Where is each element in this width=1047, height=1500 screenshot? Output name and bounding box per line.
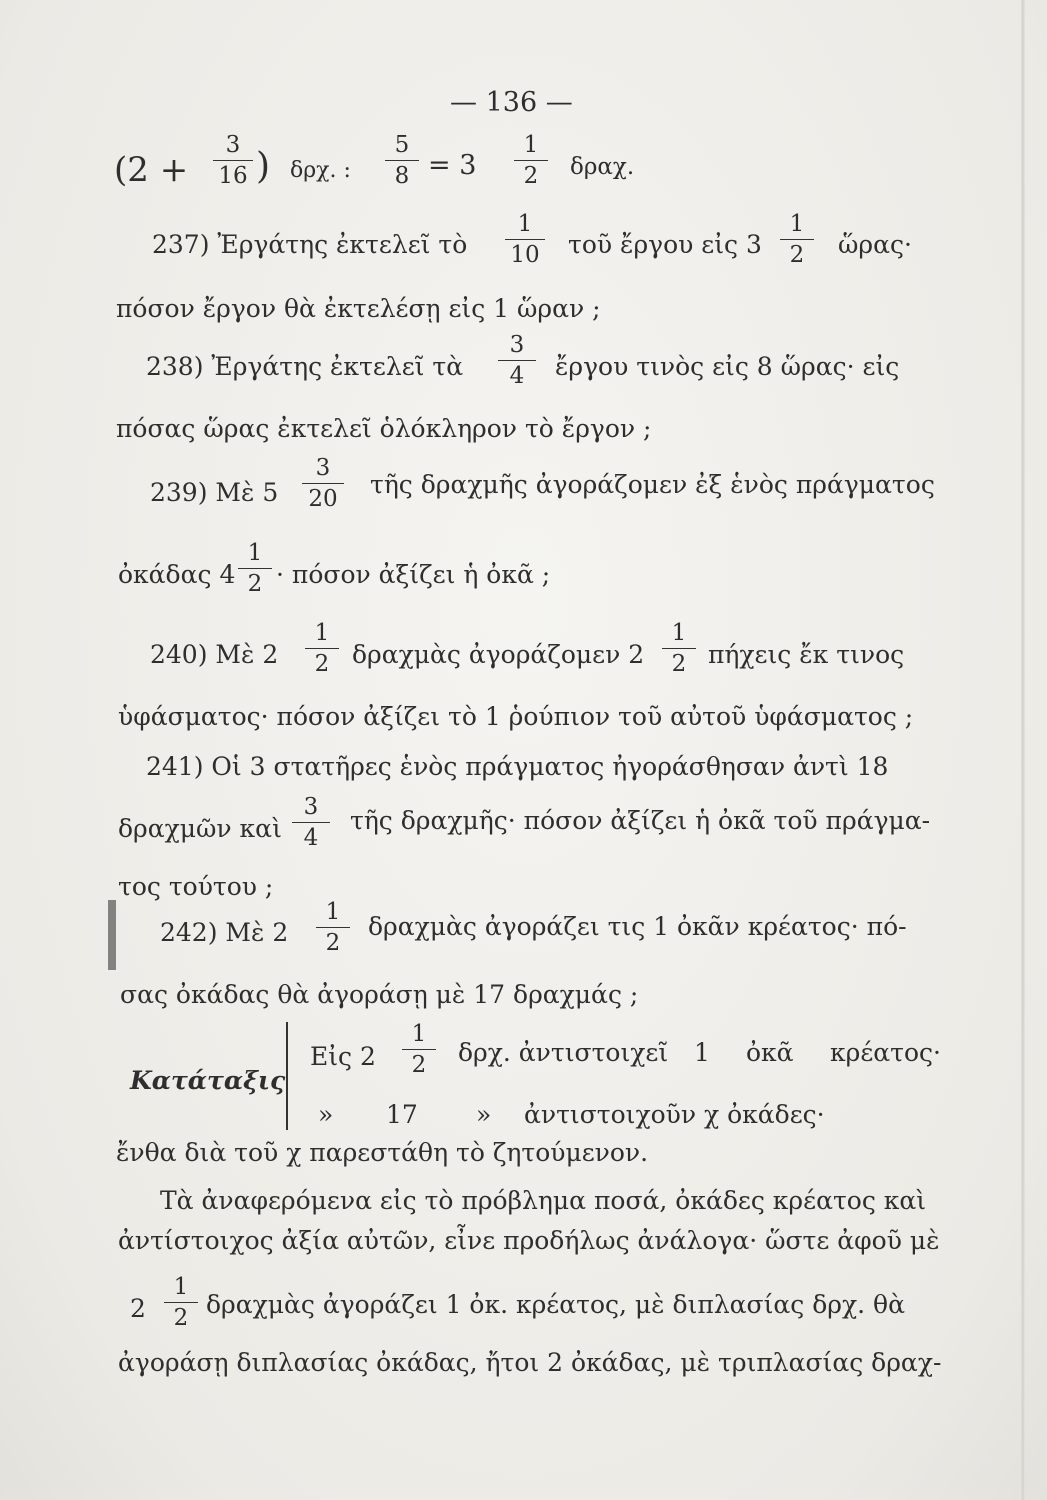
fraction-bar [305, 648, 339, 649]
fraction-numerator: 1 [411, 1021, 427, 1047]
fraction-numerator: 1 [314, 620, 330, 646]
arrangement-row1-c: 1 [694, 1038, 710, 1067]
problem-237-line-2: πόσον ἔργον θὰ ἐκτελέσῃ εἰς 1 ὥραν ; [116, 294, 601, 323]
fraction-denominator: 2 [411, 1052, 427, 1078]
problem-239-text-a: 239) Μὲ 5 [150, 478, 279, 507]
fraction-denominator: 10 [510, 242, 540, 268]
page-fold [1021, 0, 1025, 1500]
solution-line-4-b: δραχμὰς ἀγοράζει 1 ὀκ. κρέατος, μὲ διπλασίας δρχ. θὰ [206, 1290, 905, 1319]
fraction-denominator: 2 [325, 930, 341, 956]
arrangement-row1-e: κρέατος· [830, 1038, 941, 1067]
problem-240-fraction-1-2-a [305, 621, 339, 676]
problem-239-text-d: · πόσον ἀξίζει ἡ ὀκᾶ ; [276, 560, 551, 589]
problem-238-text-b: ἔργου τινὸς εἰς 8 ὥρας· εἰς [555, 352, 900, 381]
problem-240-line-2: ὑφάσματος· πόσον ἀξίζει τὸ 1 ῥούπιον τοῦ αὐτοῦ ὑφάσματος ; [118, 702, 914, 731]
fraction-bar [292, 822, 330, 823]
formula-equals: = 3 [428, 150, 477, 181]
formula-unit-drch: δρχ. : [290, 158, 351, 183]
fraction-numerator: 1 [517, 211, 533, 237]
margin-stroke [108, 900, 116, 970]
fraction-denominator: 2 [247, 571, 263, 597]
arrangement-row2-a: » [318, 1100, 334, 1129]
fraction-numerator: 3 [225, 132, 241, 158]
problem-237-fraction-1-2 [780, 212, 814, 267]
fraction-numerator: 3 [303, 794, 319, 820]
fraction-bar [213, 160, 253, 161]
solution-line-2: Τὰ ἀναφερόμενα εἰς τὸ πρόβλημα ποσά, ὀκάδες κρέατος καὶ [160, 1186, 927, 1215]
problem-237-text-a: 237) Ἐργάτης ἐκτελεῖ τὸ [152, 230, 468, 259]
problem-241-fraction-3-4 [292, 795, 330, 850]
arrangement-fraction-1-2 [402, 1022, 436, 1077]
arrangement-row2-b: 17 [386, 1100, 418, 1129]
fraction-bar [164, 1302, 198, 1303]
fraction-denominator: 2 [671, 651, 687, 677]
fraction-denominator: 16 [218, 163, 248, 189]
fraction-denominator: 8 [394, 163, 410, 189]
formula-fraction-1-2 [514, 133, 548, 188]
fraction-bar [662, 648, 696, 649]
fraction-bar [780, 239, 814, 240]
problem-242-fraction-1-2 [316, 900, 350, 955]
fraction-bar [316, 927, 350, 928]
problem-240-text-b: δραχμὰς ἀγοράζομεν 2 [352, 640, 645, 669]
arrangement-brace [286, 1022, 288, 1130]
fraction-denominator: 2 [173, 1305, 189, 1331]
fraction-denominator: 4 [509, 363, 525, 389]
fraction-bar [498, 360, 536, 361]
fraction-denominator: 2 [314, 651, 330, 677]
problem-239-text-c: ὀκάδας 4 [118, 560, 236, 589]
solution-line-1: ἔνθα διὰ τοῦ χ παρεστάθη τὸ ζητούμενον. [116, 1138, 649, 1167]
problem-240-fraction-1-2-b [662, 621, 696, 676]
arrangement-label: Κατάταξις [130, 1066, 286, 1095]
formula-unit-drach: δραχ. [570, 154, 635, 180]
fraction-numerator: 1 [173, 1274, 189, 1300]
problem-237-text-b: τοῦ ἔργου εἰς 3 [568, 230, 762, 259]
solution-line-4-a: 2 [130, 1294, 146, 1323]
problem-242-line-2: σας ὀκάδας θὰ ἀγοράσῃ μὲ 17 δραχμάς ; [120, 980, 639, 1009]
problem-239-fraction-1-2 [238, 541, 272, 596]
fraction-numerator: 3 [315, 455, 331, 481]
arrangement-row2-c: » [476, 1100, 492, 1129]
problem-238-fraction-3-4 [498, 333, 536, 388]
problem-241-text-b: τῆς δραχμῆς· πόσον ἀξίζει ἡ ὀκᾶ τοῦ πράγμα- [350, 806, 931, 835]
problem-239-fraction-3-20 [302, 456, 344, 511]
formula-open: (2 + [114, 150, 189, 190]
fraction-denominator: 4 [303, 825, 319, 851]
problem-242-text-b: δραχμὰς ἀγοράζει τις 1 ὀκᾶν κρέατος· πό- [368, 912, 907, 941]
fraction-numerator: 1 [325, 899, 341, 925]
problem-241-line-1: 241) Οἱ 3 στατῆρες ἑνὸς πράγματος ἠγοράσθησαν ἀντὶ 18 [146, 752, 889, 781]
fraction-denominator: 2 [789, 242, 805, 268]
arrangement-row2-d: ἀντιστοιχοῦν χ ὀκάδες· [524, 1100, 825, 1129]
problem-239-text-b: τῆς δραχμῆς ἀγοράζομεν ἐξ ἑνὸς πράγματος [370, 470, 935, 499]
fraction-numerator: 3 [509, 332, 525, 358]
fraction-bar [385, 160, 419, 161]
problem-237-text-c: ὥρας· [838, 230, 912, 259]
fraction-denominator: 2 [523, 163, 539, 189]
fraction-denominator: 20 [308, 486, 338, 512]
fraction-numerator: 5 [394, 132, 410, 158]
arrangement-row1-d: ὀκᾶ [746, 1038, 794, 1067]
problem-240-text-a: 240) Μὲ 2 [150, 640, 279, 669]
fraction-bar [402, 1049, 436, 1050]
arrangement-row1-b: δρχ. ἀντιστοιχεῖ [458, 1038, 669, 1067]
fraction-numerator: 1 [247, 540, 263, 566]
problem-242-text-a: 242) Μὲ 2 [160, 918, 289, 947]
problem-237-fraction-1-10 [505, 212, 545, 267]
fraction-bar [302, 483, 344, 484]
solution-line-3: ἀντίστοιχος ἀξία αὐτῶν, εἶνε προδήλως ἀνάλογα· ὥστε ἀφοῦ μὲ [118, 1226, 940, 1255]
problem-241-line-3: τος τούτου ; [118, 872, 274, 901]
fraction-numerator: 1 [789, 211, 805, 237]
formula-fraction-5-8 [385, 133, 419, 188]
arrangement-row1-a: Εἰς 2 [310, 1042, 376, 1071]
formula-close: ) [256, 146, 271, 187]
problem-241-text-a: δραχμῶν καὶ [118, 814, 282, 843]
fraction-bar [238, 568, 272, 569]
problem-238-line-2: πόσας ὥρας ἐκτελεῖ ὁλόκληρον τὸ ἔργον ; [116, 414, 652, 443]
fraction-bar [514, 160, 548, 161]
problem-240-text-c: πήχεις ἔκ τινος [708, 640, 905, 669]
fraction-numerator: 1 [523, 132, 539, 158]
problem-238-text-a: 238) Ἐργάτης ἐκτελεῖ τὰ [146, 352, 464, 381]
solution-fraction-1-2 [164, 1275, 198, 1330]
fraction-bar [505, 239, 545, 240]
page-number: — 136 — [450, 87, 573, 118]
solution-line-5: ἀγοράσῃ διπλασίας ὀκάδας, ἤτοι 2 ὀκάδας, μὲ τριπλασίας δραχ- [118, 1348, 942, 1377]
formula-fraction-3-16 [213, 133, 253, 188]
fraction-numerator: 1 [671, 620, 687, 646]
